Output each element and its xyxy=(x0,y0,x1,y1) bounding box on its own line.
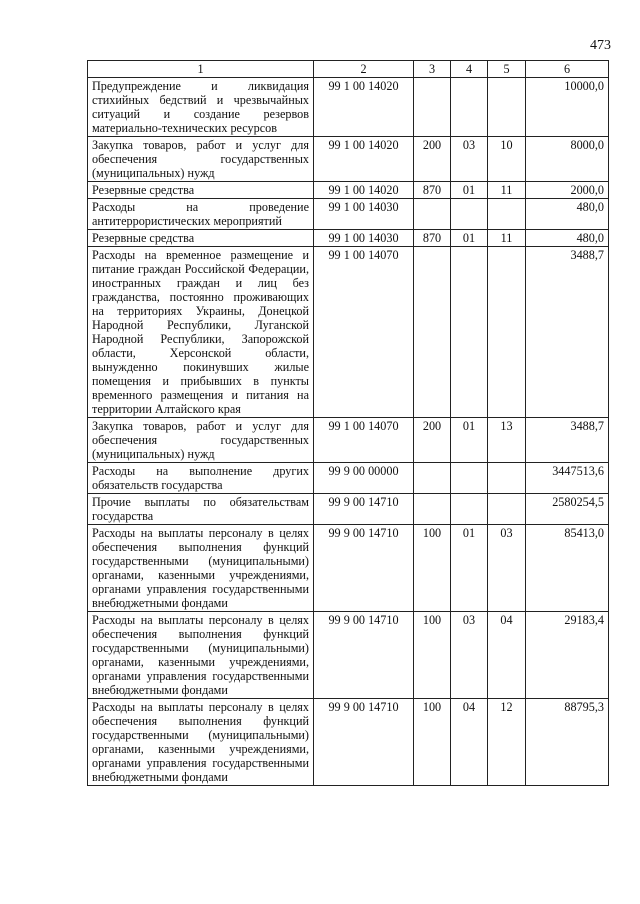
row-vr xyxy=(414,494,451,525)
row-sum: 2000,0 xyxy=(526,182,609,199)
row-pr xyxy=(488,199,526,230)
row-pr xyxy=(488,463,526,494)
row-rz xyxy=(451,463,488,494)
row-code: 99 9 00 00000 xyxy=(314,463,414,494)
row-vr: 100 xyxy=(414,699,451,786)
row-name: Резервные средства xyxy=(88,182,314,199)
row-name: Расходы на выплаты персоналу в целях обеспечения выполнения функций государственными (муниципальными) органами, казенными учреждениями, органами управления государственными внебюджетными фондами xyxy=(88,699,314,786)
row-rz: 01 xyxy=(451,525,488,612)
row-rz xyxy=(451,199,488,230)
row-vr xyxy=(414,247,451,418)
row-vr: 870 xyxy=(414,182,451,199)
table-row xyxy=(88,199,609,230)
row-vr: 200 xyxy=(414,418,451,463)
row-name: Расходы на выплаты персоналу в целях обеспечения выполнения функций государственными (муниципальными) органами, казенными учреждениями, органами управления государственными внебюджетными фондами xyxy=(88,612,314,699)
table-row xyxy=(88,418,609,463)
row-name: Прочие выплаты по обязательствам государства xyxy=(88,494,314,525)
row-vr: 100 xyxy=(414,525,451,612)
row-pr: 10 xyxy=(488,137,526,182)
row-code: 99 9 00 14710 xyxy=(314,494,414,525)
header-cell-vr: 3 xyxy=(414,61,451,78)
row-pr: 13 xyxy=(488,418,526,463)
row-sum: 85413,0 xyxy=(526,525,609,612)
row-name: Резервные средства xyxy=(88,230,314,247)
row-code: 99 1 00 14030 xyxy=(314,230,414,247)
table-row xyxy=(88,699,609,786)
row-name: Расходы на выполнение других обязательств государства xyxy=(88,463,314,494)
header-row xyxy=(88,61,609,78)
row-code: 99 9 00 14710 xyxy=(314,699,414,786)
row-sum: 2580254,5 xyxy=(526,494,609,525)
row-pr: 04 xyxy=(488,612,526,699)
row-name: Закупка товаров, работ и услуг для обеспечения государственных (муниципальных) нужд xyxy=(88,418,314,463)
row-code: 99 1 00 14020 xyxy=(314,137,414,182)
row-name: Предупреждение и ликвидация стихийных бедствий и чрезвычайных ситуаций и создание резервов материально-технических ресурсов xyxy=(88,78,314,137)
row-sum: 3488,7 xyxy=(526,418,609,463)
row-pr: 12 xyxy=(488,699,526,786)
table-row xyxy=(88,612,609,699)
row-sum: 3488,7 xyxy=(526,247,609,418)
table-row xyxy=(88,463,609,494)
row-rz: 01 xyxy=(451,230,488,247)
row-pr: 03 xyxy=(488,525,526,612)
header-cell-sum: 6 xyxy=(526,61,609,78)
header-cell-code: 2 xyxy=(314,61,414,78)
row-sum: 3447513,6 xyxy=(526,463,609,494)
budget-table xyxy=(87,60,609,786)
row-code: 99 1 00 14070 xyxy=(314,418,414,463)
row-sum: 480,0 xyxy=(526,199,609,230)
row-code: 99 1 00 14030 xyxy=(314,199,414,230)
row-vr: 200 xyxy=(414,137,451,182)
table-row xyxy=(88,494,609,525)
row-sum: 8000,0 xyxy=(526,137,609,182)
row-rz: 03 xyxy=(451,612,488,699)
row-code: 99 9 00 14710 xyxy=(314,612,414,699)
row-code: 99 1 00 14070 xyxy=(314,247,414,418)
row-name: Закупка товаров, работ и услуг для обеспечения государственных (муниципальных) нужд xyxy=(88,137,314,182)
table-row xyxy=(88,247,609,418)
row-pr xyxy=(488,78,526,137)
table-row xyxy=(88,182,609,199)
header-cell-pr: 5 xyxy=(488,61,526,78)
row-pr xyxy=(488,247,526,418)
row-sum: 480,0 xyxy=(526,230,609,247)
row-vr xyxy=(414,199,451,230)
row-code: 99 1 00 14020 xyxy=(314,78,414,137)
table-row xyxy=(88,525,609,612)
table-row xyxy=(88,137,609,182)
row-rz: 01 xyxy=(451,418,488,463)
row-name: Расходы на выплаты персоналу в целях обеспечения выполнения функций государственными (муниципальными) органами, казенными учреждениями, органами управления государственными внебюджетными фондами xyxy=(88,525,314,612)
row-sum: 88795,3 xyxy=(526,699,609,786)
header-cell-rz: 4 xyxy=(451,61,488,78)
row-vr: 100 xyxy=(414,612,451,699)
table-row xyxy=(88,78,609,137)
row-name: Расходы на проведение антитеррористических мероприятий xyxy=(88,199,314,230)
header-cell-name: 1 xyxy=(88,61,314,78)
page-number: 473 xyxy=(590,38,611,53)
row-vr xyxy=(414,463,451,494)
row-rz xyxy=(451,494,488,525)
row-rz: 04 xyxy=(451,699,488,786)
row-rz xyxy=(451,247,488,418)
row-rz xyxy=(451,78,488,137)
row-pr: 11 xyxy=(488,230,526,247)
row-code: 99 1 00 14020 xyxy=(314,182,414,199)
table-row xyxy=(88,230,609,247)
row-sum: 10000,0 xyxy=(526,78,609,137)
row-pr: 11 xyxy=(488,182,526,199)
row-vr xyxy=(414,78,451,137)
row-code: 99 9 00 14710 xyxy=(314,525,414,612)
row-vr: 870 xyxy=(414,230,451,247)
row-rz: 03 xyxy=(451,137,488,182)
row-rz: 01 xyxy=(451,182,488,199)
row-sum: 29183,4 xyxy=(526,612,609,699)
row-name: Расходы на временное размещение и питание граждан Российской Федерации, иностранных граждан и лиц без гражданства, постоянно проживающих на территориях Украины, Донецкой Народной Республики, Луганской Народной Республики, Запорожской области, Херсонской области, вынужденно покинувших жилые помещения и прибывших в пункты временного размещения и питания на территории Алтайского края xyxy=(88,247,314,418)
row-pr xyxy=(488,494,526,525)
